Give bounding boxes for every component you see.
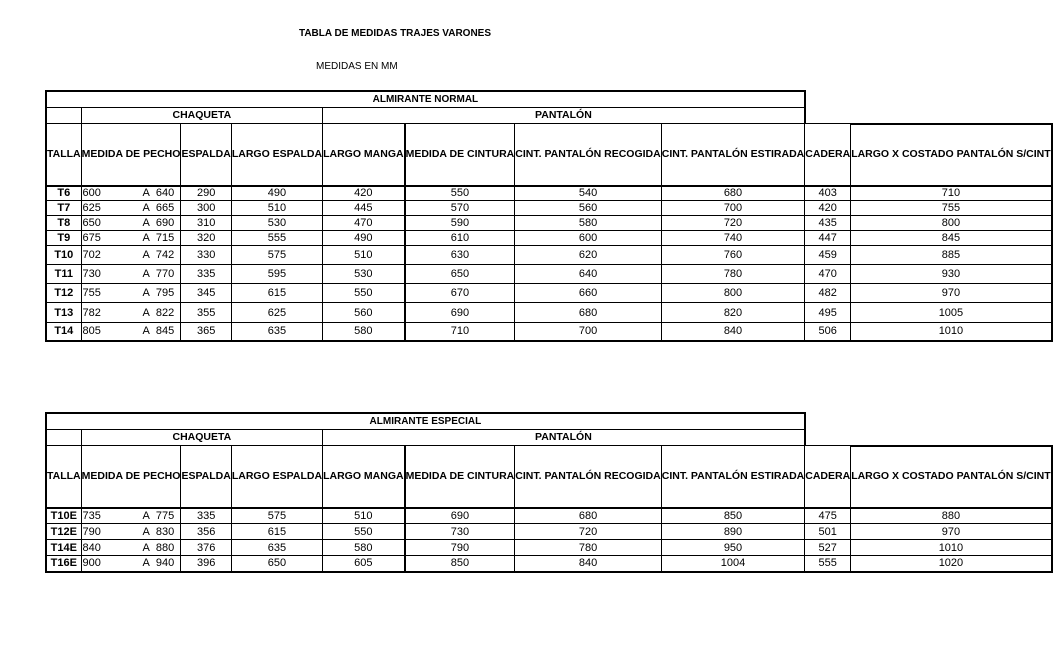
cell: 435 (805, 216, 851, 231)
cell: 700 (661, 201, 805, 216)
pecho-min-cell: 900 (81, 556, 128, 572)
talla-cell: T10 (46, 246, 81, 265)
cell: 1005 (851, 303, 1052, 323)
cell: 590 (405, 216, 515, 231)
cell: 335 (181, 508, 231, 524)
section-pantalon: PANTALÓN (323, 430, 805, 446)
cell: 420 (805, 201, 851, 216)
cell: 376 (181, 540, 231, 556)
cell: 625 (231, 303, 322, 323)
col-largo-espalda-header: LARGO ESPALDA (231, 446, 322, 508)
cell: 320 (181, 231, 231, 246)
cell: 345 (181, 284, 231, 303)
talla-spacer (46, 108, 81, 124)
talla-cell: T11 (46, 265, 81, 284)
col-espalda-header: ESPALDA (181, 124, 231, 186)
empty-corner (805, 108, 851, 124)
cell: 1010 (851, 323, 1052, 341)
col-cint-recogida-header: CINT. PANTALÓN RECOGIDA (515, 124, 661, 186)
cell: 760 (661, 246, 805, 265)
table-row (46, 216, 1052, 231)
cell: 690 (405, 508, 515, 524)
talla-cell: T13 (46, 303, 81, 323)
cell: 1010 (851, 540, 1052, 556)
cell: 680 (515, 303, 661, 323)
cell: 470 (323, 216, 405, 231)
document-title: TABLA DE MEDIDAS TRAJES VARONES (298, 28, 492, 39)
col-medida-pecho-header: MEDIDA DE PECHO (81, 446, 181, 508)
empty-corner (805, 413, 851, 430)
section-chaqueta: CHAQUETA (81, 430, 322, 446)
cell: 575 (231, 508, 322, 524)
cell: 780 (515, 540, 661, 556)
cell: 447 (805, 231, 851, 246)
col-cint-estirada-header: CINT. PANTALÓN ESTIRADA (661, 124, 805, 186)
table-row (46, 284, 1052, 303)
cell: 1004 (661, 556, 805, 572)
cell: 396 (181, 556, 231, 572)
pecho-min-cell: 650 (81, 216, 128, 231)
pecho-min-cell: 735 (81, 508, 128, 524)
table-row (46, 540, 1052, 556)
cell: 550 (323, 284, 405, 303)
cell: 459 (805, 246, 851, 265)
cell: 555 (231, 231, 322, 246)
cell: 640 (515, 265, 661, 284)
section-chaqueta: CHAQUETA (81, 108, 322, 124)
cell: 820 (661, 303, 805, 323)
cell: 495 (805, 303, 851, 323)
cell: 840 (515, 556, 661, 572)
cell: 490 (231, 186, 322, 201)
cell: 365 (181, 323, 231, 341)
cell: 355 (181, 303, 231, 323)
cell: 930 (851, 265, 1052, 284)
empty-corner (805, 430, 851, 446)
cell: 510 (323, 246, 405, 265)
pecho-sep-cell: A (128, 284, 152, 303)
cell: 650 (405, 265, 515, 284)
cell: 540 (515, 186, 661, 201)
cell: 755 (851, 201, 1052, 216)
cell: 475 (805, 508, 851, 524)
pecho-sep-cell: A (128, 265, 152, 284)
cell: 850 (661, 508, 805, 524)
empty-corner (805, 91, 851, 108)
col-largo-costado-header: LARGO X COSTADO PANTALÓN S/CINT (851, 446, 1052, 508)
cell: 1020 (851, 556, 1052, 572)
cell: 630 (405, 246, 515, 265)
col-cint-recogida-header: CINT. PANTALÓN RECOGIDA (515, 446, 661, 508)
col-cadera-header: CADERA (805, 446, 851, 508)
cell: 605 (323, 556, 405, 572)
cell: 560 (515, 201, 661, 216)
cell: 740 (661, 231, 805, 246)
pecho-min-cell: 755 (81, 284, 128, 303)
pecho-max-cell: 822 (152, 303, 181, 323)
section-pantalon: PANTALÓN (323, 108, 805, 124)
pecho-min-cell: 702 (81, 246, 128, 265)
cell: 510 (323, 508, 405, 524)
pecho-max-cell: 795 (152, 284, 181, 303)
pecho-sep-cell: A (128, 556, 152, 572)
pecho-max-cell: 770 (152, 265, 181, 284)
col-cadera-header: CADERA (805, 124, 851, 186)
cell: 580 (323, 323, 405, 341)
pecho-sep-cell: A (128, 216, 152, 231)
table-row (46, 508, 1052, 524)
cell: 510 (231, 201, 322, 216)
pecho-max-cell: 880 (152, 540, 181, 556)
cell: 635 (231, 540, 322, 556)
cell: 950 (661, 540, 805, 556)
pecho-max-cell: 845 (152, 323, 181, 341)
pecho-sep-cell: A (128, 524, 152, 540)
pecho-min-cell: 730 (81, 265, 128, 284)
cell: 790 (405, 540, 515, 556)
col-largo-manga-header: LARGO MANGA (323, 446, 405, 508)
talla-cell: T10E (46, 508, 81, 524)
cell: 470 (805, 265, 851, 284)
cell: 420 (323, 186, 405, 201)
cell: 610 (405, 231, 515, 246)
cell: 550 (405, 186, 515, 201)
cell: 530 (323, 265, 405, 284)
pecho-max-cell: 690 (152, 216, 181, 231)
table-row (46, 303, 1052, 323)
col-largo-espalda-header: LARGO ESPALDA (231, 124, 322, 186)
document-subtitle: MEDIDAS EN MM (316, 61, 398, 72)
pecho-min-cell: 600 (81, 186, 128, 201)
col-talla-header: TALLA (46, 124, 81, 186)
cell: 615 (231, 524, 322, 540)
cell: 530 (231, 216, 322, 231)
col-cint-estirada-header: CINT. PANTALÓN ESTIRADA (661, 446, 805, 508)
cell: 680 (661, 186, 805, 201)
cell: 650 (231, 556, 322, 572)
pecho-sep-cell: A (128, 231, 152, 246)
pecho-max-cell: 640 (152, 186, 181, 201)
cell: 635 (231, 323, 322, 341)
table-row (46, 524, 1052, 540)
cell: 800 (661, 284, 805, 303)
pecho-max-cell: 940 (152, 556, 181, 572)
pecho-sep-cell: A (128, 323, 152, 341)
cell: 570 (405, 201, 515, 216)
cell: 330 (181, 246, 231, 265)
pecho-sep-cell: A (128, 540, 152, 556)
talla-cell: T14 (46, 323, 81, 341)
cell: 615 (231, 284, 322, 303)
col-talla-header: TALLA (46, 446, 81, 508)
pecho-max-cell: 742 (152, 246, 181, 265)
table-row (46, 231, 1052, 246)
cell: 970 (851, 524, 1052, 540)
cell: 720 (515, 524, 661, 540)
cell: 550 (323, 524, 405, 540)
table-name: ALMIRANTE NORMAL (46, 91, 805, 108)
cell: 780 (661, 265, 805, 284)
col-largo-costado-header: LARGO X COSTADO PANTALÓN S/CINT (851, 124, 1052, 186)
talla-cell: T12 (46, 284, 81, 303)
col-medida-cintura-header: MEDIDA DE CINTURA (405, 446, 515, 508)
talla-cell: T14E (46, 540, 81, 556)
pecho-max-cell: 715 (152, 231, 181, 246)
col-medida-cintura-header: MEDIDA DE CINTURA (405, 124, 515, 186)
pecho-max-cell: 830 (152, 524, 181, 540)
cell: 335 (181, 265, 231, 284)
table-name: ALMIRANTE ESPECIAL (46, 413, 805, 430)
cell: 800 (851, 216, 1052, 231)
cell: 885 (851, 246, 1052, 265)
cell: 890 (661, 524, 805, 540)
pecho-min-cell: 790 (81, 524, 128, 540)
pecho-min-cell: 782 (81, 303, 128, 323)
pecho-max-cell: 775 (152, 508, 181, 524)
cell: 720 (661, 216, 805, 231)
cell: 575 (231, 246, 322, 265)
cell: 356 (181, 524, 231, 540)
cell: 620 (515, 246, 661, 265)
talla-cell: T8 (46, 216, 81, 231)
cell: 290 (181, 186, 231, 201)
cell: 690 (405, 303, 515, 323)
cell: 850 (405, 556, 515, 572)
cell: 700 (515, 323, 661, 341)
cell: 490 (323, 231, 405, 246)
cell: 580 (323, 540, 405, 556)
col-largo-manga-header: LARGO MANGA (323, 124, 405, 186)
cell: 501 (805, 524, 851, 540)
table-row (46, 246, 1052, 265)
cell: 595 (231, 265, 322, 284)
talla-spacer (46, 430, 81, 446)
talla-cell: T16E (46, 556, 81, 572)
cell: 845 (851, 231, 1052, 246)
talla-cell: T7 (46, 201, 81, 216)
pecho-min-cell: 625 (81, 201, 128, 216)
pecho-min-cell: 675 (81, 231, 128, 246)
pecho-sep-cell: A (128, 303, 152, 323)
table-almirante-normal (45, 90, 1053, 342)
cell: 580 (515, 216, 661, 231)
pecho-max-cell: 665 (152, 201, 181, 216)
cell: 840 (661, 323, 805, 341)
cell: 445 (323, 201, 405, 216)
cell: 600 (515, 231, 661, 246)
cell: 506 (805, 323, 851, 341)
talla-cell: T6 (46, 186, 81, 201)
cell: 300 (181, 201, 231, 216)
table-almirante-especial (45, 412, 1053, 573)
pecho-sep-cell: A (128, 508, 152, 524)
pecho-sep-cell: A (128, 201, 152, 216)
pecho-sep-cell: A (128, 186, 152, 201)
cell: 730 (405, 524, 515, 540)
cell: 527 (805, 540, 851, 556)
cell: 560 (323, 303, 405, 323)
pecho-sep-cell: A (128, 246, 152, 265)
pecho-min-cell: 805 (81, 323, 128, 341)
col-espalda-header: ESPALDA (181, 446, 231, 508)
table-row (46, 323, 1052, 341)
cell: 660 (515, 284, 661, 303)
cell: 403 (805, 186, 851, 201)
talla-cell: T9 (46, 231, 81, 246)
cell: 310 (181, 216, 231, 231)
col-medida-pecho-header: MEDIDA DE PECHO (81, 124, 181, 186)
table-row (46, 556, 1052, 572)
cell: 970 (851, 284, 1052, 303)
table-row (46, 201, 1052, 216)
cell: 555 (805, 556, 851, 572)
cell: 680 (515, 508, 661, 524)
table-row (46, 265, 1052, 284)
cell: 710 (851, 186, 1052, 201)
pecho-min-cell: 840 (81, 540, 128, 556)
table-row (46, 186, 1052, 201)
cell: 482 (805, 284, 851, 303)
talla-cell: T12E (46, 524, 81, 540)
cell: 880 (851, 508, 1052, 524)
cell: 670 (405, 284, 515, 303)
cell: 710 (405, 323, 515, 341)
